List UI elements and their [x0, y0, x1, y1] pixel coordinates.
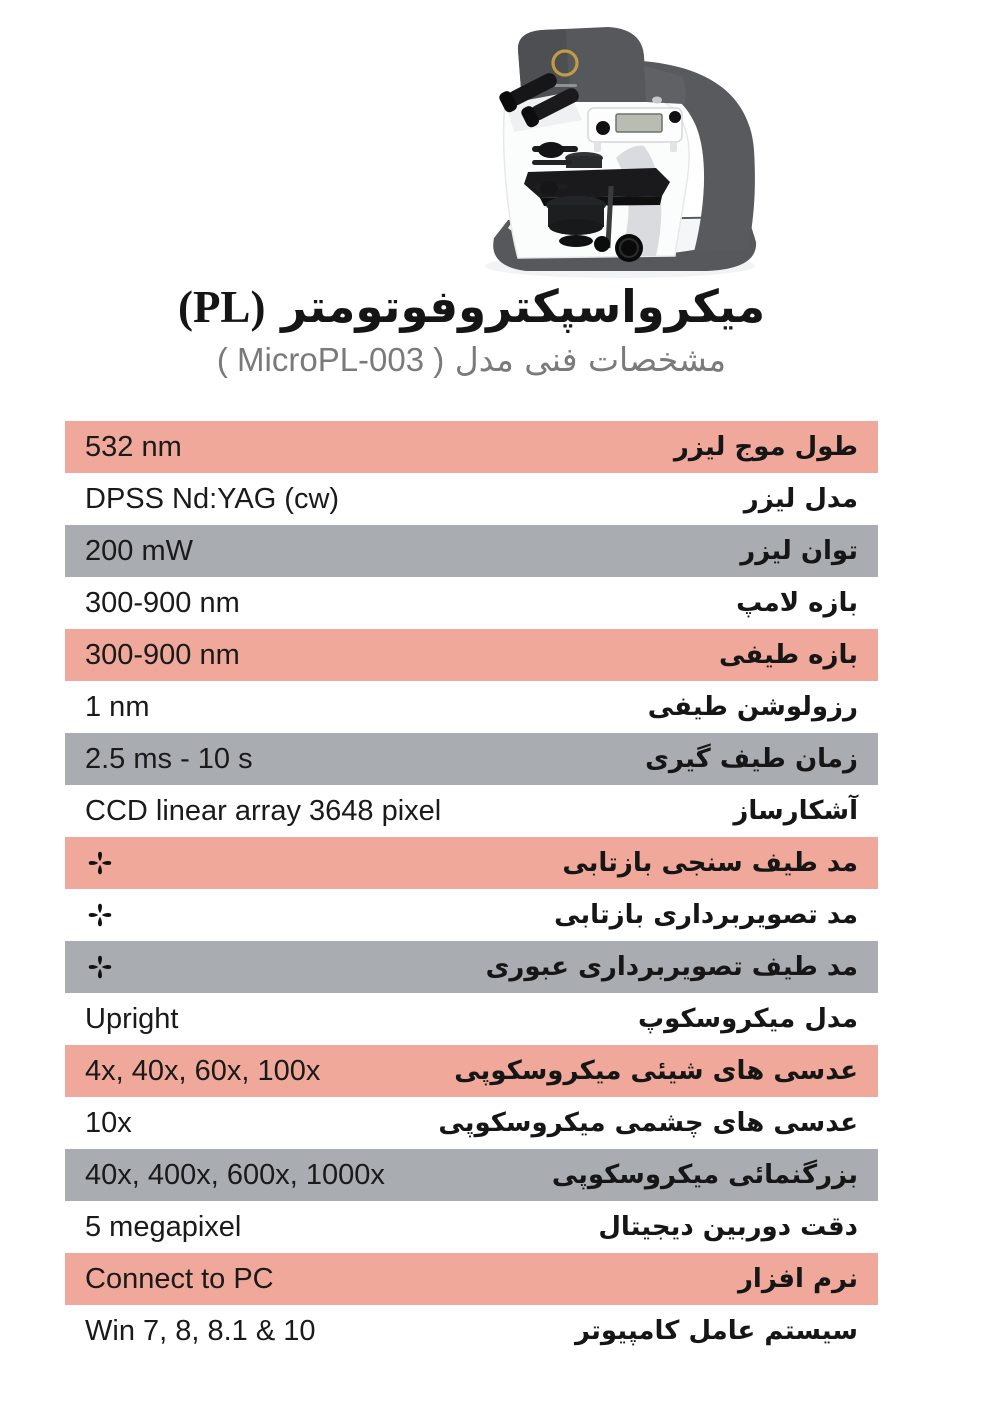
spec-value: 5 megapixel	[85, 1210, 242, 1243]
spec-row-16	[65, 1201, 878, 1253]
spec-label: بازه لامپ	[736, 588, 858, 618]
spec-label: آشکارساز	[733, 796, 858, 826]
spec-value	[65, 900, 115, 930]
filter-rail	[532, 160, 572, 165]
spec-row-17	[65, 1253, 878, 1305]
spec-value	[65, 848, 115, 878]
spec-row-6	[65, 681, 878, 733]
page-subtitle	[65, 340, 878, 380]
spec-label: مدل لیزر	[743, 484, 858, 514]
spec-label: زمان طیف گیری	[645, 744, 858, 774]
spec-label: بزرگنمائی میکروسکوپی	[551, 1160, 858, 1190]
fine-focus-knob	[594, 236, 610, 252]
spec-row-13	[65, 1045, 878, 1097]
four-petal-asterisk-icon	[85, 848, 115, 878]
lcd-screen	[616, 114, 662, 132]
page-title	[65, 281, 878, 334]
spec-value: Upright	[85, 1002, 179, 1035]
spec-value: 1 nm	[85, 690, 150, 723]
spec-label: طول موج لیزر	[673, 432, 858, 462]
hero-section	[0, 0, 992, 290]
page-subtitle-fa: مشخصات فنی مدل	[454, 339, 727, 379]
four-petal-asterisk-icon	[85, 952, 115, 982]
spec-value: Connect to PC	[85, 1262, 274, 1295]
spec-value: 532 nm	[85, 430, 182, 463]
spec-value: 4x, 40x, 60x, 100x	[85, 1054, 321, 1087]
spec-row-10	[65, 889, 878, 941]
spec-label: مد تصویربرداری بازتابی	[554, 900, 858, 930]
microscope-illustration	[448, 8, 770, 285]
model-number: ( MicroPL-003 )	[216, 340, 445, 378]
filter-knob	[538, 142, 564, 158]
spec-label: مد طیف تصویربرداری عبوری	[485, 952, 858, 982]
spec-label: دقت دوربین دیجیتال	[598, 1212, 858, 1242]
spec-label: عدسی های چشمی میکروسکوپی	[438, 1108, 858, 1138]
spec-value: 40x, 400x, 600x, 1000x	[85, 1158, 385, 1191]
spec-value	[65, 952, 115, 982]
brand-text-mark	[554, 84, 577, 87]
spec-row-4	[65, 577, 878, 629]
spec-table	[65, 421, 878, 1357]
page-title-fa: میکرواسپکتروفوتومتر	[281, 280, 766, 333]
spec-row-5	[65, 629, 878, 681]
spec-label: مد طیف سنجی بازتابی	[562, 848, 858, 878]
spec-value: 300-900 nm	[85, 638, 240, 671]
spec-label: توان لیزر	[740, 536, 858, 566]
title-block	[65, 281, 878, 379]
spec-value: CCD linear array 3648 pixel	[85, 794, 442, 827]
spec-row-15	[65, 1149, 878, 1201]
spec-value: DPSS Nd:YAG (cw)	[85, 482, 340, 515]
spec-row-14	[65, 1097, 878, 1149]
filter-knob-2	[540, 181, 558, 195]
spec-label: عدسی های شیئی میکروسکوپی	[454, 1056, 858, 1086]
panel-knob-left	[596, 121, 610, 135]
spec-value: 200 mW	[85, 534, 193, 567]
panel-foot-left	[594, 142, 601, 152]
spec-label: سیستم عامل کامپیوتر	[574, 1316, 858, 1346]
spec-value: 2.5 ms - 10 s	[85, 742, 253, 775]
spec-label: رزولوشن طیفی	[647, 692, 858, 722]
spec-row-1	[65, 421, 878, 473]
spec-label: مدل میکروسکوپ	[637, 1004, 858, 1034]
spec-row-11	[65, 941, 878, 993]
spec-value: 300-900 nm	[85, 586, 240, 619]
spec-row-12	[65, 993, 878, 1045]
condenser-lens	[559, 235, 593, 247]
spec-row-7	[65, 733, 878, 785]
panel-foot-right	[670, 142, 677, 152]
spec-value: 10x	[85, 1106, 132, 1139]
panel-knob-right	[669, 111, 681, 123]
screw-detail	[652, 97, 662, 104]
spec-row-9	[65, 837, 878, 889]
spec-value: Win 7, 8, 8.1 & 10	[85, 1314, 316, 1347]
four-petal-asterisk-icon	[85, 900, 115, 930]
spec-row-2	[65, 473, 878, 525]
page-title-latin: (PL)	[177, 282, 266, 332]
spec-row-8	[65, 785, 878, 837]
spec-label: بازه طیفی	[718, 640, 858, 670]
spec-row-3	[65, 525, 878, 577]
condenser-ring	[549, 219, 603, 235]
spec-label: نرم افزار	[737, 1264, 858, 1294]
spec-row-18	[65, 1305, 878, 1357]
